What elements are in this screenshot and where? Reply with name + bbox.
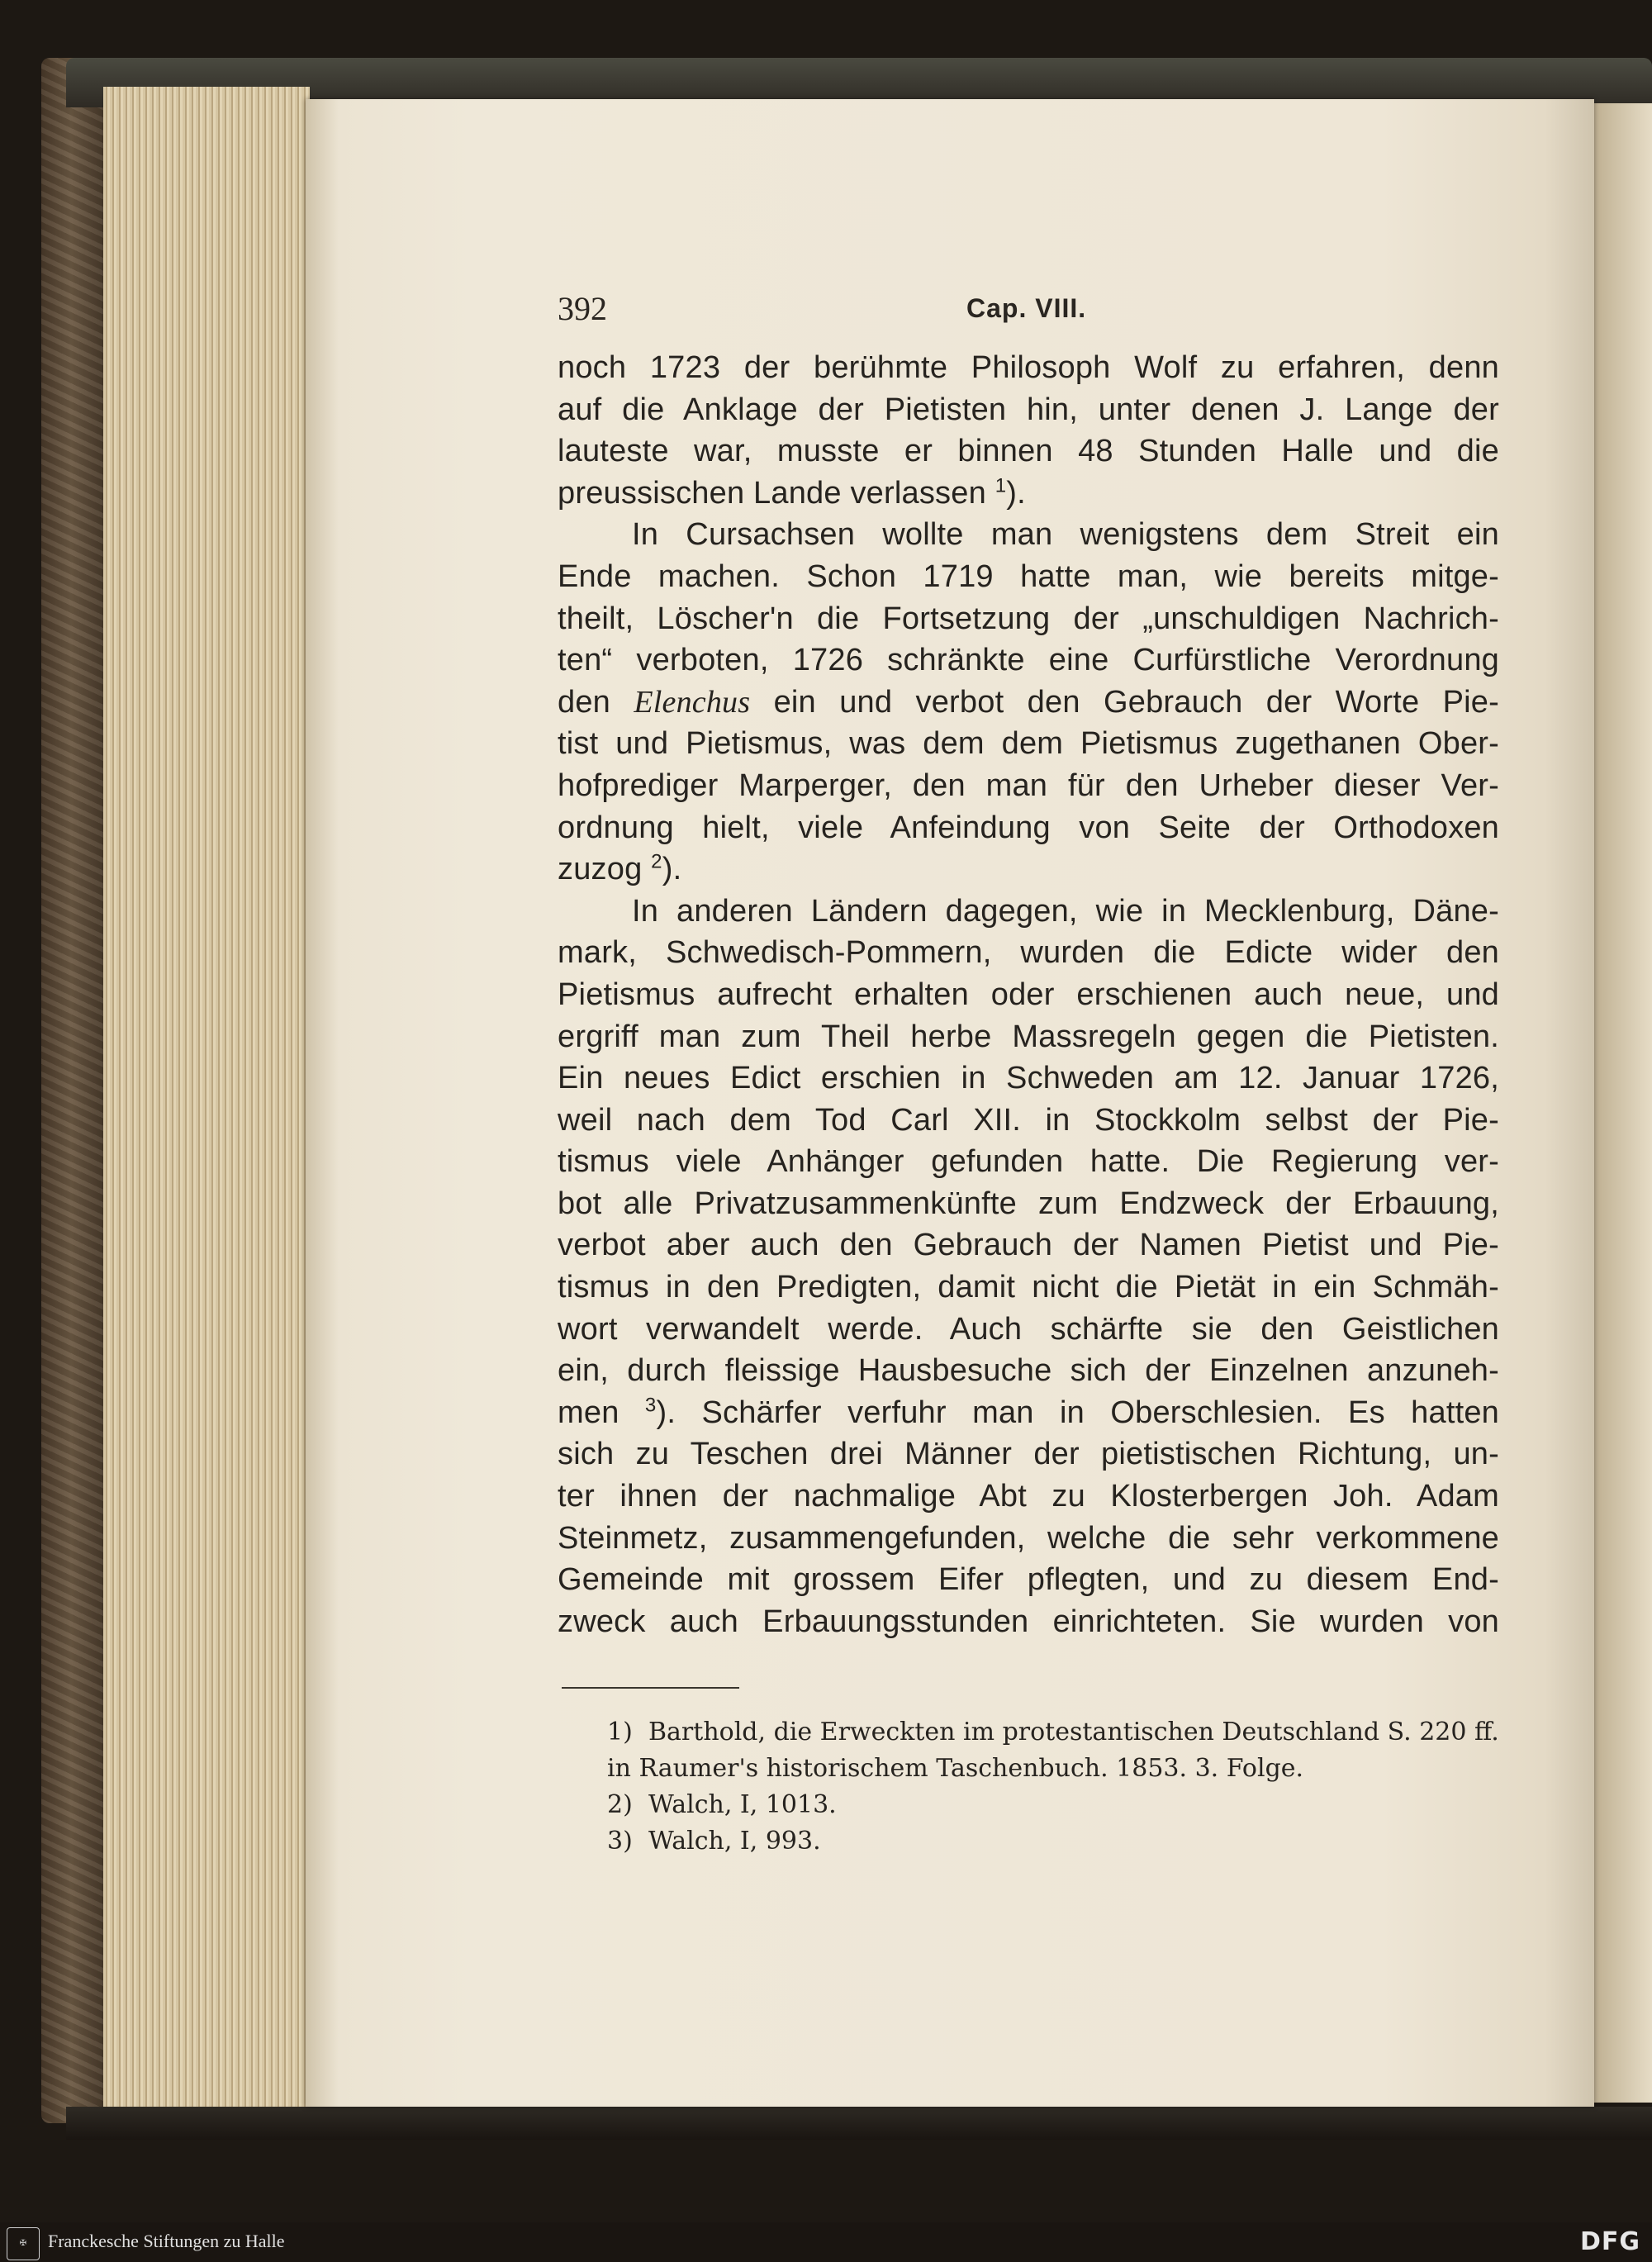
text-line: hofprediger Marperger, den man für den Urheber dieser Ver- [558, 767, 1499, 803]
body-text [558, 347, 1499, 1642]
text-line: bot alle Privatzusammenkünfte zum Endzweck der Erbauung, [558, 1186, 1499, 1221]
text-line: tismus in den Predigten, damit nicht die Pietät in ein Schmäh- [558, 1270, 1499, 1305]
text-line: theilt, Löscher'n die Fortsetzung der „unschuldigen Nachrich- [558, 601, 1499, 636]
page-edges [103, 87, 310, 2107]
footnote-continuation: in Raumer's historischem Taschenbuch. 1853. 3. Folge. [607, 1754, 1304, 1783]
footnote: 3) Walch, I, 993. [607, 1823, 1499, 1860]
facing-page-edge [1594, 103, 1652, 2103]
italic-title: Elenchus [634, 684, 751, 720]
text-line: ten“ verboten, 1726 schränkte eine Curfürstliche Verordnung [558, 643, 1499, 678]
text-line: ein, durch fleissige Hausbesuche sich der Einzelnen anzuneh- [558, 1353, 1499, 1389]
footnotes [607, 1714, 1499, 1860]
text-line: wort verwandelt werde. Auch schärfte sie den Geistlichen [558, 1311, 1499, 1347]
footnote: 1) Barthold, die Erweckten im protestantischen Deutschland S. 220 ff. [607, 1714, 1499, 1751]
book-cover-bottom [66, 2107, 1652, 2140]
footnote: 2) Walch, I, 1013. [607, 1787, 1499, 1823]
text-line: In Cursachsen wollte man wenigstens dem Streit ein [632, 517, 1499, 553]
text-line: Gemeinde mit grossem Eifer pflegten, und zu diesem End- [558, 1562, 1499, 1598]
text-line: verbot aber auch den Gebrauch der Namen Pietist und Pie- [558, 1228, 1499, 1263]
text-line: tismus viele Anhänger gefunden hatte. Die Regierung ver- [558, 1144, 1499, 1180]
institution-name: Franckesche Stiftungen zu Halle [48, 2231, 285, 2251]
running-head: Cap. VIII. [966, 293, 1087, 323]
footnote-ref: 1 [995, 474, 1007, 497]
footnote-mark: 3) [607, 1827, 633, 1856]
text-line: ergriff man zum Theil herbe Massregeln gegen die Pietisten. [558, 1019, 1499, 1054]
text-line: tist und Pietismus, was dem dem Pietismus zugethanen Ober- [558, 726, 1499, 762]
text-line: Ende machen. Schon 1719 hatte man, wie bereits mitge- [558, 558, 1499, 594]
text-line: auf die Anklage der Pietisten hin, unter denen J. Lange der [558, 392, 1499, 427]
text-line: men $^3$). Schärfer verfuhr man in Oberschlesien. Es hatten [558, 1394, 1499, 1430]
text-line: zuzog $^2$). [558, 850, 682, 887]
text-line: weil nach dem Tod Carl XII. in Stockkolm selbst der Pie- [558, 1102, 1499, 1138]
viewer-footer-strip [0, 2222, 1652, 2262]
text-line: Steinmetz, zusammengefunden, welche die sehr verkommene [558, 1520, 1499, 1556]
footnote-ref: 2 [651, 850, 662, 873]
text-line: ter ihnen der nachmalige Abt zu Klosterbergen Joh. Adam [558, 1479, 1499, 1514]
text-line: ordnung hielt, viele Anfeindung von Seite der Orthodoxen [558, 810, 1499, 845]
institution-logo-icon: ✠ [7, 2227, 40, 2260]
text-line: Ein neues Edict erschien in Schweden am 12. Januar 1726, [558, 1061, 1499, 1096]
text-line: In anderen Ländern dagegen, wie in Mecklenburg, Däne- [632, 893, 1499, 929]
text-line: den Elenchus ein und verbot den Gebrauch der Worte Pie- [558, 684, 1499, 720]
text-line: Pietismus aufrecht erhalten oder erschienen auch neue, und [558, 977, 1499, 1012]
text-line: mark, Schwedisch-Pommern, wurden die Edicte wider den [558, 935, 1499, 971]
text-line: preussischen Lande verlassen $^1$). [558, 474, 1026, 511]
page-header [558, 289, 1499, 339]
footnote-mark: 2) [607, 1790, 633, 1819]
text-line: lauteste war, musste er binnen 48 Stunden Halle und die [558, 434, 1499, 469]
text-line: sich zu Teschen drei Männer der pietistischen Richtung, un- [558, 1437, 1499, 1472]
dfg-logo: DFG [1579, 2227, 1640, 2256]
footnote-ref: 3 [644, 1394, 657, 1417]
footnote-mark: 1) [607, 1718, 633, 1746]
page-number: 392 [558, 290, 607, 327]
text-line: zweck auch Erbauungsstunden einrichteten. Sie wurden von [558, 1604, 1499, 1639]
text-line: noch 1723 der berühmte Philosoph Wolf zu erfahren, denn [558, 350, 1499, 385]
footnote-divider [562, 1687, 739, 1689]
